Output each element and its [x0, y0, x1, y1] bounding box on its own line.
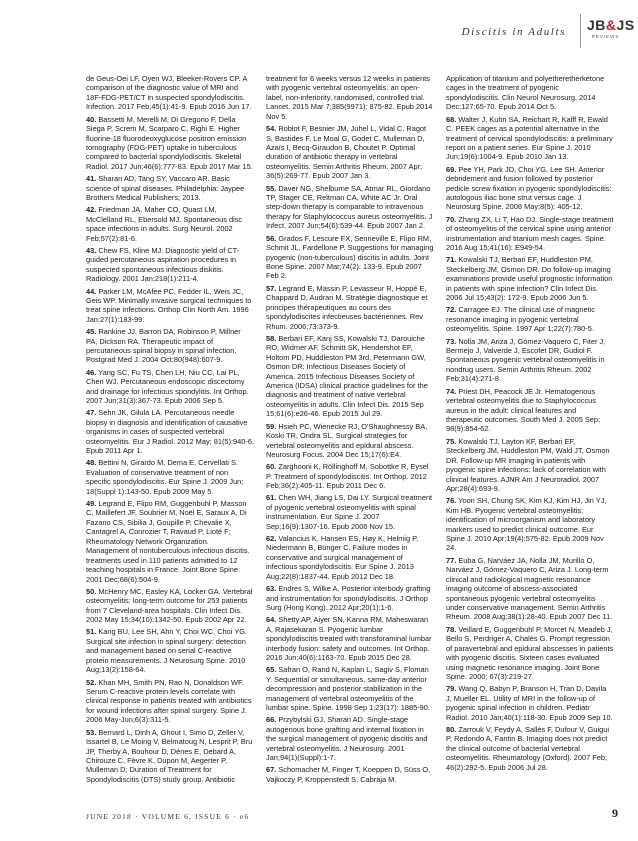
- reference-number: 42.: [86, 205, 97, 215]
- reference-entry: [446, 387, 614, 434]
- reference-number: 71.: [446, 255, 457, 265]
- reference-number: 63.: [266, 584, 277, 594]
- reference-number: 45.: [86, 327, 97, 337]
- reference-number: 64.: [266, 615, 277, 625]
- reference-number: 51.: [86, 627, 97, 637]
- reference-entry: [86, 587, 254, 625]
- reference-number: 65.: [266, 665, 277, 675]
- reference-text: Shetty AP, Aiyer SN, Kanna RM, Maheswaran A, Rajasekaran S. Pyogenic lumbar spondylodiscitis treated with transforaminal lumbar interbody fusion: safety and outcomes. Int Orthop. 2016 Jun;40(6):1163-70. Epub 2015 Dec 28.: [266, 615, 432, 663]
- reference-text: Nolla JM, Ariza J, Gómez-Vaquero C, Fiter J, Bermejo J, Valverde J, Escofet DR, Gudiol F. Spontaneous pyogenic vertebral osteomyelitis in nondrug users. Semin Arthritis Rheum. 2002 Feb;31(4):271-8.: [446, 336, 606, 384]
- reference-entry: [86, 458, 254, 496]
- reference-entry: [446, 165, 614, 212]
- running-header-title: Discitis in Adults: [461, 26, 566, 38]
- reference-entry: [86, 74, 254, 112]
- reference-text: Pee YH, Park JD, Choi YG, Lee SH. Anterior debridement and fusion followed by posterior pedicle screw fixation in pyogenic spondylodiscitis: autologous iliac bone strut versus cage. J Neurosurg Spine. 2008 May;8(5): 405-12.: [446, 164, 612, 212]
- reference-text: Zarghooni K, Röllinghoff M, Sobottke R, Eysel P. Treatment of spondylodiscitis. Int Orthop. 2012 Feb;36(2):405-11. Epub 2011 Dec 6.: [266, 462, 429, 491]
- reference-text: Legrand E, Massin P, Levasseur R, Hoppé E, Chappard D, Audran M. Stratégie diagnostique et principes thérapeutiques au cours des spondylodiscites infectieuses bactériennes. Rev Rhum. 2006;73:373-9.: [266, 283, 428, 331]
- reference-text: Parker LM, McAfee PC, Fedder IL, Weis JC, Geis WP. Minimally invasive surgical techniques to treat spine infections. Orthop Clin North Am. 1996 Jan;27(1):183-99.: [86, 286, 252, 324]
- logo-subtitle: REVIEWS: [591, 34, 620, 39]
- reference-number: 53.: [86, 727, 97, 737]
- reference-text: Zarrouk V, Feydy A, Sallès F, Dufour V, Guigui P, Redondo A, Fantin B. Imaging does not predict the clinical outcome of bacterial vertebral osteomyelitis. Rheumatology (Oxford). 2007 Feb; 46(2):292-5. Epub 2006 Jul 28.: [446, 724, 609, 772]
- reference-number: 58.: [266, 333, 277, 343]
- reference-entry: [446, 337, 614, 384]
- reference-number: 78.: [446, 624, 457, 634]
- reference-number: 72.: [446, 305, 457, 315]
- reference-entry: [446, 115, 614, 162]
- reference-entry: [266, 584, 434, 612]
- reference-text: Endres S, Wilke A. Posterior interbody grafting and instrumentation for spondylodiscitis. J Orthop Surg (Hong Kong). 2012 Apr;20(1):1-6.: [266, 584, 431, 612]
- reference-entry: [446, 684, 614, 722]
- reference-text: Chew FS, Kline MJ. Diagnostic yield of CT-guided percutaneous aspiration procedures in suspected spontaneous infectious diskitis. Radiology. 2001 Jan;218(1):211-4.: [86, 245, 240, 284]
- reference-number: 43.: [86, 245, 97, 255]
- reference-text: Carragee EJ. The clinical use of magnetic resonance imaging in pyogenic vertebral osteomyelitis. Spine. 1997 Apr 1;22(7):780-5.: [446, 305, 596, 334]
- reference-entry: [446, 437, 614, 494]
- reference-text: Chen WH, Jiang LS, Dai LY. Surgical treatment of pyogenic vertebral osteomyelitis with spinal instrumentation. Eur Spine J. 2007 Sep;16(9):1307-16. Epub 2006 Nov 15.: [266, 493, 433, 531]
- reference-text: Valancius K, Hansen ES, Høy K, Helmig P, Niedermann B, Bünger C. Failure modes in conservative and surgical management of infectious spondylodiscitis. Eur Spine J. 2013 Aug;22(8):1837-44. Epub 2012 Dec 18.: [266, 534, 419, 581]
- reference-text: Schomacher M, Finger T, Koeppen D, Süss O, Vajkoczy P, Kroppenstedt S, Cabraja M.: [266, 765, 431, 784]
- reference-columns: [86, 74, 616, 787]
- reference-entry: [446, 625, 614, 682]
- reference-number: 46.: [86, 367, 97, 377]
- reference-text: Application of titanium and polyetheretherketone cages in the treatment of pyogenic spondylodiscitis. Clin Neurol Neurosurg. 2014 Dec;127:65-70. Epub 2014 Oct 5.: [446, 74, 605, 112]
- reference-entry: [266, 422, 434, 460]
- reference-text: Sharan AD, Tang SY, Vaccaro AR. Basic science of spinal diseases. Philadelphia: Jaypee Brothers Medical Publishers; 2013.: [86, 174, 245, 203]
- reference-entry: [266, 462, 434, 490]
- reference-text: Walter J, Kuhn SA, Reichart R, Kalff R, Ewald C. PEEK cages as a potential alternative in the treatment of cervical spondylodiscitis: a preliminary report on a patient series. Eur Spine J. 2010 Jun;19(6):1004-9. Epub 2010 Jan 13.: [446, 114, 613, 162]
- reference-text: Bernard L, Dinh A, Ghout I, Simo D, Zeller V, Issartel B, Le Moing V, Belmatoug N, Lesprit P, Bru JP, Therby A, Bouhour D, Dénes E, Debard A, Chirouze C, Fèvre K, Dupon M, Aegerter P, Mulleman D; Duration of Treatment for Spondylodiscitis (DTS) study group. Antibiotic: [86, 727, 253, 784]
- reference-column-2: [266, 74, 434, 787]
- reference-entry: [86, 728, 254, 785]
- reference-number: 70.: [446, 214, 457, 224]
- reference-entry: [86, 174, 254, 202]
- reference-text: Kowalski TJ, Berbari EF, Huddleston PM, Steckelberg JM, Osmon DR. Do follow-up imaging examinations provide useful prognostic information in patients with spine infection? Clin Infect Dis. 2006 Jul 15;43(2): 172-9. Epub 2006 Jun 5.: [446, 255, 613, 303]
- reference-number: 40.: [86, 114, 97, 124]
- reference-text: Sehn JK, Gilula LA. Percutaneous needle biopsy in diagnosis and identification of causative organisms in cases of suspected vertebral osteomyelitis. Eur J Radiol. 2012 May; 81(5):940-6. Epub 2011 Apr 1.: [86, 408, 255, 456]
- reference-number: 80.: [446, 724, 457, 734]
- reference-text: Przybylski GJ, Sharan AD. Single-stage autogenous bone grafting and internal fixation in the surgical management of pyogenic discitis and vertebral osteomyelitis. J Neurosurg. 2001 Jan;94(1)(Suppl):1-7.: [266, 715, 428, 763]
- reference-number: 48.: [86, 458, 97, 468]
- reference-text: Rankine JJ, Barron DA, Robinson P, Millner PA, Dickson RA. Therapeutic impact of percutaneous spinal biopsy in spinal infection. Postgrad Med J. 2004 Oct;80(948):607-9.: [86, 327, 241, 365]
- reference-number: 73.: [446, 336, 457, 346]
- reference-entry: [266, 334, 434, 419]
- reference-number: 77.: [446, 555, 457, 565]
- reference-number: 60.: [266, 462, 277, 472]
- reference-number: 68.: [446, 114, 457, 124]
- reference-number: 49.: [86, 499, 97, 508]
- reference-text: treatment for 6 weeks versus 12 weeks in patients with pyogenic vertebral osteomyelitis: an open-label, non-inferiority, randomised, controlled trial. Lancet. 2015 Mar 7;385(9971): 875-82. Epub 2014 Nov 5.: [266, 74, 433, 121]
- reference-number: 62.: [266, 534, 277, 544]
- reference-entry: [446, 305, 614, 333]
- reference-text: Kang BU, Lee SH, Ahn Y, Choi WC, Choi YG. Surgical site infection in spinal surgery: detection and management based on serial C-reactive protein measurements. J Neurosurg Spine. 2010 Aug;13(2):158-64.: [86, 627, 248, 675]
- reference-text: Legrand E, Flipo RM, Guggenbuhl P, Masson C, Maillefert JF, Soubrier M, Noël E, Saraux A, Di Fazano CS, Sibilia J, Goupille P, Chevalie X, Cantagrel A, Conrozier T, Ravaud P, Lioté F; Rheumatology Network Organization. Management of nontuberculous infectious discitis. treatments used in 110 patients admitted to 12 teaching hospitals in France. Joint Bone Spine. 2001 Dec;68(6):504-9.: [86, 499, 250, 584]
- reference-entry: [266, 284, 434, 331]
- reference-entry: [266, 74, 434, 121]
- reference-entry: [446, 556, 614, 622]
- reference-number: 67.: [266, 765, 277, 775]
- reference-entry: [446, 496, 614, 553]
- reference-number: 66.: [266, 715, 277, 725]
- reference-number: 52.: [86, 677, 97, 687]
- reference-entry: [86, 115, 254, 172]
- logo-ampersand: &: [605, 17, 617, 33]
- reference-entry: [266, 765, 434, 784]
- reference-number: 56.: [266, 233, 277, 243]
- reference-number: 79.: [446, 684, 457, 694]
- reference-text: Roblot F, Besnier JM, Juhel L, Vidal C, Ragot S, Bastides F, Le Moal G, Godet C, Mulleman D, Azaïs I, Becq-Giraudon B, Choutet P. Optimal duration of antibiotic therapy in vertebral osteomyelitis. Semin Arthritis Rheum. 2007 Apr; 36(5):269-77. Epub 2007 Jan 3.: [266, 124, 427, 181]
- reference-text: Khan MH, Smith PN, Rao N, Donaldson WF. Serum C-reactive protein levels correlate with clinical response in patients treated with antibiotics for wound infections after spinal surgery. Spine J. 2006 May-Jun;6(3):311-5.: [86, 677, 252, 725]
- reference-entry: [86, 327, 254, 365]
- reference-text: Yoon SH, Chung SK, Kim KJ, Kim HJ, Jin YJ, Kim HB. Pyogenic vertebral osteomyelitis: identification of microorganism and laboratory markers used to predict clinical outcome. Eur Spine J. 2010 Apr;19(4):575-82. Epub 2009 Nov 24.: [446, 496, 607, 553]
- reference-text: Euba G, Narváez JA, Nolla JM, Murillo O, Narváez J, Gómez-Vaquero C, Ariza J. Long-term clinical and radiological magnetic resonance imaging outcome of abscess-associated spontaneous pyogenic vertebral osteomyelitis under conservative management. Semin Arthritis Rheum. 2008 Aug;38(1):28-40. Epub 2007 Dec 11.: [446, 555, 613, 622]
- reference-number: 44.: [86, 286, 97, 296]
- reference-number: 55.: [266, 183, 277, 193]
- reference-number: 59.: [266, 421, 277, 431]
- reference-entry: [86, 678, 254, 725]
- reference-text: Priest DH, Peacock JE Jr. Hematogenous vertebral osteomyelitis due to Staphylococcus aureus in the adult: clinical features and therapeutic outcomes. South Med J. 2005 Sep; 98(9):854-62.: [446, 386, 601, 434]
- reference-entry: [266, 124, 434, 181]
- reference-text: Bettini N, Girardo M, Dema E, Cervellati S. Evaluation of conservative treatment of non specific spondylodiscitis. Eur Spine J. 2009 Jun; 18(Suppl 1):143-50. Epub 2009 May 5.: [86, 458, 244, 496]
- reference-entry: [86, 627, 254, 674]
- logo-jb: JB: [587, 17, 606, 33]
- reference-entry: [86, 368, 254, 406]
- reference-entry: [86, 205, 254, 243]
- reference-text: Grados F, Lescure FX, Senneville E, Flipo RM, Schmit JL, Fardellone P. Suggestions for managing pyogenic (non-tuberculous) discitis in adults. Joint Bone Spine. 2007 Mar;74(2): 133-9. Epub 2007 Feb 2.: [266, 233, 434, 281]
- reference-text: de Geus-Oei LF, Oyen WJ, Bleeker-Rovers CP. A comparison of the diagnostic value of MRI and 18F-FDG-PET/CT in suspected spondylodiscitis. Infection. 2017 Feb;45(1):41-9. Epub 2016 Jun 17.: [86, 74, 252, 112]
- reference-number: 75.: [446, 436, 457, 446]
- footer-issue-info: JUNE 2018 · VOLUME 6, ISSUE 6 · e6: [86, 812, 250, 821]
- reference-text: Kowalski TJ, Layton KF, Berbari EF, Steckelberg JM, Huddleston PM, Wald JT, Osmon DR. Follow-up MR imaging in patients with pyogenic spine infections: lack of correlation with clinical features. AJNR Am J Neuroradiol. 2007 Apr;28(4):693-9.: [446, 436, 610, 493]
- reference-text: Berbari EF, Kanj SS, Kowalski TJ, Darouiche RO, Widmer AF, Schmitt SK, Hendershot EF, Holtom PD, Huddleston PM 3rd, Petermann GW, Osmon DR; Infectious Diseases Society of America. 2015 Infectious Diseases Society of America (IDSA) clinical practice guidelines for the diagnosis and treatment of native vertebral osteomyelitis in adults. Clin Infect Dis. 2015 Sep 15;61(6):e26-46. Epub 2015 Jul 29.: [266, 333, 428, 419]
- reference-text: Friedman JA, Maher CO, Quast LM, McClelland RL, Ebersold MJ. Spontaneous disc space infections in adults. Surg Neurol. 2002 Feb;57(2):81-6.: [86, 205, 243, 243]
- reference-column-3: [446, 74, 614, 787]
- journal-logo: [580, 14, 635, 48]
- reference-entry: [266, 534, 434, 581]
- reference-text: Safran O, Rand N, Kaplan L, Sagiv S, Floman Y. Sequential or simultaneous, same-day anterior decompression and posterior stabilization in the management of vertebral osteomyelitis of the lumbar spine. Spine. 1998 Sep 1;23(17): 1885-90.: [266, 665, 430, 713]
- reference-entry: [446, 725, 614, 772]
- logo-wordmark: [587, 17, 635, 33]
- reference-entry: [446, 255, 614, 302]
- reference-text: Bassetti M, Merelli M, Di Gregorio F, Della Siega P, Screm M, Scarparo C, Righi E. Higher fluorine-18 fluorodeoxyglucose positron emission tomography (FDG-PET) uptake in tuberculous compared to bacterial spondylodiscitis. Skeletal Radiol. 2017 Jun;46(6):777-83. Epub 2017 Mar 15.: [86, 114, 253, 171]
- reference-text: Wang Q, Babyn P, Branson H, Tran D, Davila J, Mueller EL. Utility of MRI in the follow-up of pyogenic spinal infection in children. Pediatr Radiol. 2010 Jan;40(1):118-30. Epub 2009 Sep 10.: [446, 684, 613, 722]
- reference-entry: [266, 493, 434, 531]
- reference-number: 69.: [446, 164, 457, 174]
- reference-number: 57.: [266, 283, 277, 293]
- reference-entry: [266, 234, 434, 281]
- reference-text: Daver NG, Shelburne SA, Atmar RL, Giordano TP, Stager CE, Reitman CA, White AC Jr. Oral step-down therapy is comparable to intravenous therapy for Staphylococcus aureus osteomyelitis. J Infect. 2007 Jun;54(6):539-44. Epub 2007 Jan 2.: [266, 183, 433, 231]
- reference-number: 41.: [86, 174, 97, 184]
- reference-entry: [266, 184, 434, 231]
- reference-number: 54.: [266, 124, 277, 134]
- reference-entry: [86, 408, 254, 455]
- reference-number: 50.: [86, 586, 97, 596]
- reference-entry: [266, 715, 434, 762]
- reference-number: 74.: [446, 386, 457, 396]
- reference-text: Yang SC, Fu TS, Chen LH, Niu CC, Lai PL, Chen WJ. Percutaneous endoscopic discectomy and drainage for infectious spondylitis. Int Orthop. 2007 Jun;31(3):367-73. Epub 2006 Sep 5.: [86, 367, 249, 406]
- page-number: 9: [612, 806, 618, 820]
- reference-entry: [266, 665, 434, 712]
- reference-entry: [446, 215, 614, 253]
- reference-entry: [86, 287, 254, 325]
- reference-column-1: [86, 74, 254, 787]
- reference-text: Hsieh PC, Wienecke RJ, O'Shaughnessy BA, Koski TR, Ondra SL. Surgical strategies for vertebral osteomyelitis and epidural abscess. Neurosurg Focus. 2004 Dec 15;17(6):E4.: [266, 421, 428, 459]
- reference-number: 76.: [446, 496, 457, 506]
- reference-text: Veillard E, Guggenbuhl P, Morcet N, Meadeb J, Bello S, Perdriger A, Chalès G. Prompt regression of paravertebral and epidural abscesses in patients with pyogenic discitis. Sixteen cases evaluated using magnetic resonance imaging. Joint Bone Spine. 2000; 67(3):219-27.: [446, 624, 614, 681]
- reference-entry: [86, 499, 254, 584]
- reference-entry: [86, 246, 254, 284]
- reference-text: McHenry MC, Easley KA, Locker GA. Vertebral osteomyelitis: long-term outcome for 253 patients from 7 Cleveland-area hospitals. Clin Infect Dis. 2002 May 15;34(10):1342-50. Epub 2002 Apr 22.: [86, 586, 253, 625]
- reference-entry: [266, 615, 434, 662]
- reference-entry: [446, 74, 614, 112]
- logo-js: JS: [616, 17, 635, 33]
- reference-text: Zhang ZX, Li T, Hao DJ. Single-stage treatment of osteomyelitis of the cervical spine using anterior instrumentation and titanium mesh cages. Spine. 2016 Aug 15;41(16): E949-54.: [446, 214, 614, 253]
- reference-number: 47.: [86, 408, 97, 418]
- reference-number: 61.: [266, 493, 277, 503]
